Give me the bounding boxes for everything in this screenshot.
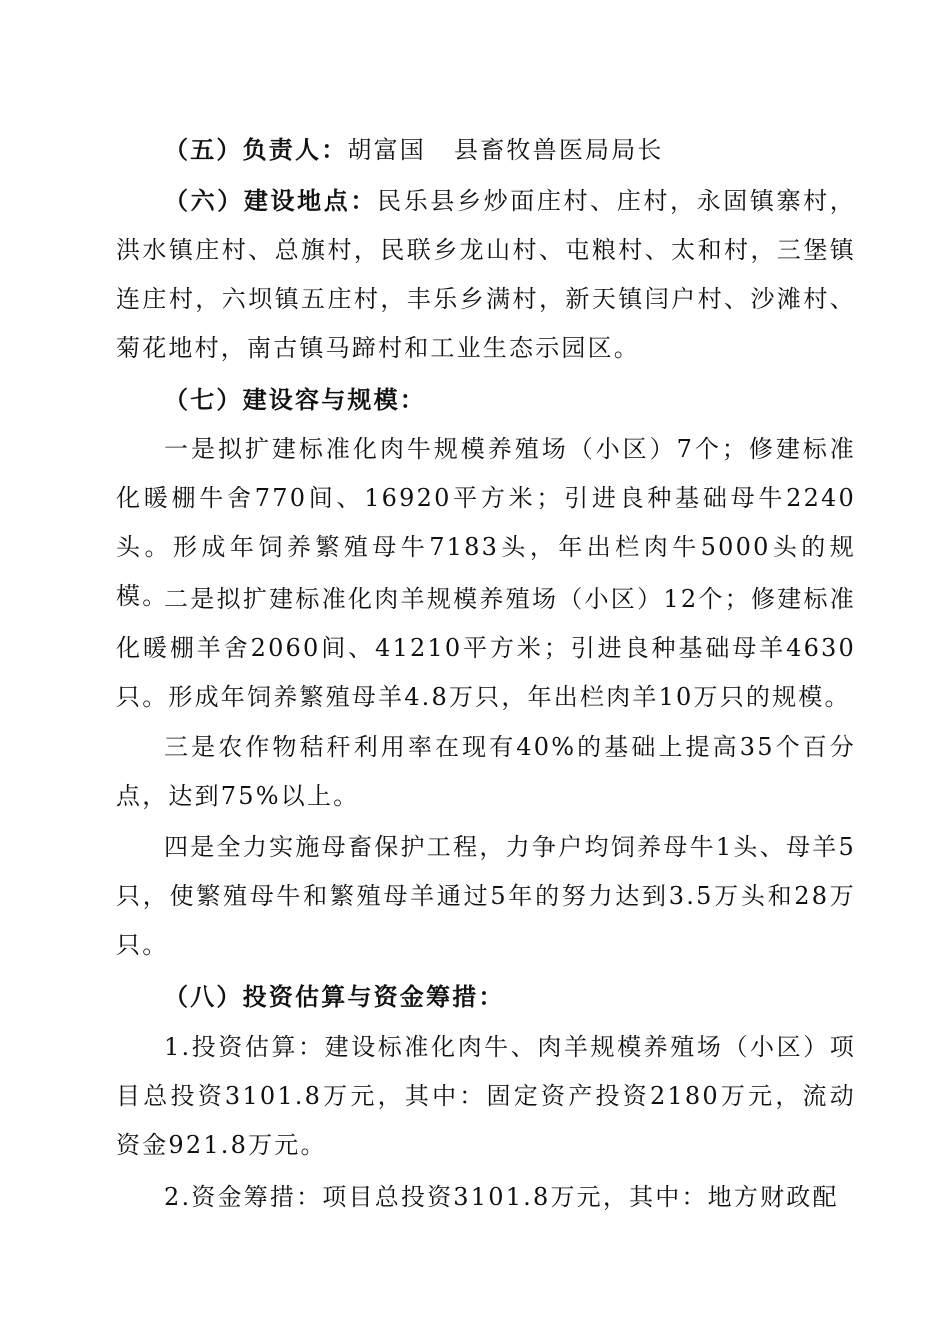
section-six-heading: （六）建设地点：: [164, 186, 378, 215]
section-six: [116, 176, 856, 373]
section-eight-heading: （八）投资估算与资金筹措：: [164, 982, 505, 1011]
section-six-body: 民乐县乡炒面庄村、庄村，永固镇寨村，洪水镇庄村、总旗村，民联乡龙山村、屯粮村、太和村，三堡镇连庄村，六坝镇五庄村，丰乐乡满村，新天镇闫户村、沙滩村、菊花地村，南古镇马蹄村和工业生态示园区。: [116, 187, 856, 362]
section-five: [116, 125, 856, 175]
investment-estimate: 1.投资估算：建设标准化肉牛、肉羊规模养殖场（小区）项目总投资3101.8万元，其中：固定资产投资2180万元，流动资金921.8万元。: [116, 1033, 856, 1159]
scale-item-cattle: 一是拟扩建标准化肉牛规模养殖场（小区）7个；修建标准化暖棚牛舍770间、16920平方米；引进良种基础母牛2240头。形成年饲养繁殖母牛7183头，年出栏肉牛5000头的规模。: [116, 435, 856, 610]
scale-item-breeding: 四是全力实施母畜保护工程，力争户均饲养母牛1头、母羊5只，使繁殖母牛和繁殖母羊通过5年的努力达到3.5万头和28万只。: [116, 833, 856, 959]
fund-raising: 2.资金筹措：项目总投资3101.8万元，其中：地方财政配: [164, 1183, 839, 1211]
section-seven-heading: （七）建设容与规模：: [164, 385, 426, 414]
scale-item-straw: 三是农作物秸秆利用率在现有40%的基础上提高35个百分点，达到75%以上。: [116, 733, 856, 810]
responsible-person-name: 胡富国: [347, 136, 427, 164]
section-five-heading: （五）负责人：: [164, 135, 348, 164]
responsible-person-title: 县畜牧兽医局局长: [454, 136, 664, 164]
scale-item-sheep: 二是拟扩建标准化肉羊规模养殖场（小区）12个；修建标准化暖棚羊舍2060间、41210平方米；引进良种基础母羊4630只。形成年饲养繁殖母羊4.8万只，年出栏肉羊10万只的规模。: [116, 585, 856, 711]
